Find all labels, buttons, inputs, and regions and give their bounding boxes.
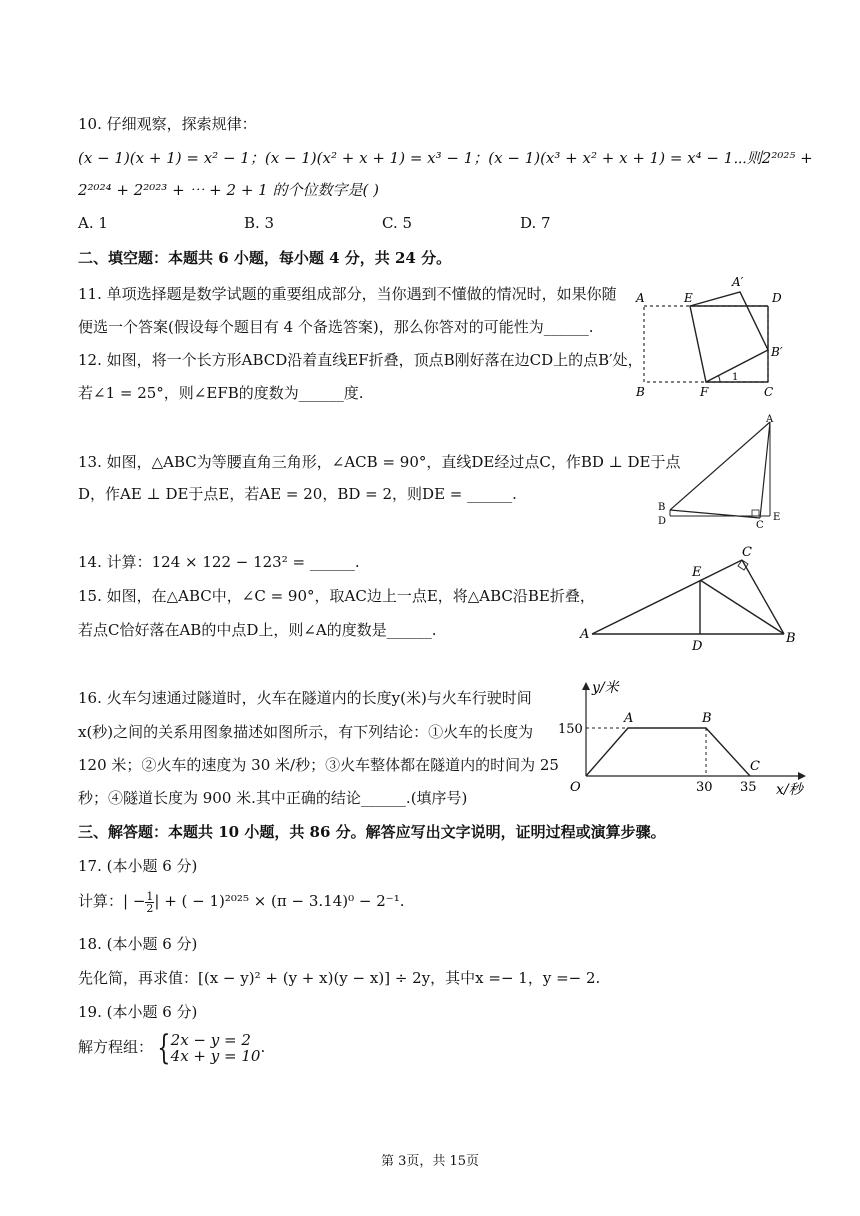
q19-prefix: 解方程组：	[78, 1038, 154, 1056]
fig15-label-c: C	[742, 545, 752, 560]
fig13-label-b: B	[658, 502, 666, 513]
fig16-x-tick-30: 30	[696, 780, 713, 795]
q17-frac-num: 1	[146, 889, 154, 903]
fig12-angle-label: 1	[732, 372, 739, 383]
q12-line2: 若∠1 = 25°，则∠EFB的度数为______度.	[78, 384, 364, 402]
fig16-x-tick-35: 35	[740, 780, 757, 795]
q19-brace: {	[157, 1028, 171, 1068]
q13-line2: D，作AE ⊥ DE于点E，若AE = 20，BD = 2，则DE = ______.	[78, 485, 517, 503]
fig15-label-b: B	[786, 631, 796, 646]
fig12-label-b: B	[636, 385, 645, 399]
q17-frac-den: 2	[146, 901, 154, 915]
q19-eq2: 4x + y = 10	[170, 1047, 261, 1065]
page-footer: 第 3页，共 15页	[380, 1154, 480, 1169]
fig16-origin: O	[570, 780, 581, 795]
fig13-label-d: D	[658, 516, 667, 527]
q16-line4: 秒；④隧道长度为 900 米.其中正确的结论______.(填序号)	[78, 789, 468, 807]
fig13-label-c: C	[756, 520, 764, 531]
q17-prefix: 计算：| −	[78, 892, 146, 910]
section2-heading: 二、填空题：本题共 6 小题，每小题 4 分，共 24 分。	[78, 249, 452, 267]
q18-line1: 先化简，再求值：[(x − y)² + (y + x)(y − x)] ÷ 2y，其中x =− 1，y =− 2.	[78, 969, 601, 987]
q10-option-b: B. 3	[244, 214, 275, 232]
q11-line2: 便选一个答案(假设每个题目有 4 个备选答案)，那么你答对的可能性为______.	[78, 318, 594, 336]
fig13-label-e: E	[773, 512, 781, 523]
q19-system	[78, 1028, 266, 1068]
fig12-label-c: C	[764, 385, 774, 399]
q10-option-a: A. 1	[78, 214, 108, 232]
q17-title: 17. (本小题 6 分)	[78, 857, 198, 875]
figure-13-right-triangle	[652, 412, 782, 532]
q10-line1: (x − 1)(x + 1) = x² − 1；(x − 1)(x² + x + 1) = x³ − 1；(x − 1)(x³ + x² + x + 1) = x⁴ − 1⋯则2²⁰²⁵ +	[78, 149, 813, 167]
q17-rest: | + ( − 1)²⁰²⁵ × (π − 3.14)⁰ − 2⁻¹.	[154, 892, 405, 910]
q13-line1: 13. 如图，△ABC为等腰直角三角形，∠ACB = 90°，直线DE经过点C，作BD ⊥ DE于点	[78, 453, 681, 471]
q10-title: 10. 仔细观察，探索规律：	[78, 115, 257, 133]
q14-line1: 14. 计算：124 × 122 − 123² = ______.	[78, 553, 360, 571]
q12-line1: 12. 如图，将一个长方形ABCD沿着直线EF折叠，顶点B刚好落在边CD上的点B′处，	[78, 351, 643, 369]
fig15-label-e: E	[692, 565, 702, 580]
fig13-label-a: A	[766, 414, 774, 425]
q18-title: 18. (本小题 6 分)	[78, 935, 198, 953]
fig15-label-d: D	[692, 639, 703, 654]
q10-option-d: D. 7	[520, 214, 551, 232]
fig12-label-d: D	[772, 291, 782, 305]
fig12-label-b-prime: B′	[771, 345, 783, 359]
q11-line1: 11. 单项选择题是数学试题的重要组成部分，当你遇到不懂做的情况时，如果你随	[78, 285, 617, 303]
fig16-point-b: B	[702, 711, 712, 726]
q19-eq1: 2x − y = 2	[170, 1031, 251, 1049]
q10-line2: 2²⁰²⁴ + 2²⁰²³ + ⋯ + 2 + 1 的个位数字是( )	[78, 181, 379, 199]
fig16-x-axis-label: x/秒	[776, 782, 803, 798]
q16-line3: 120 米；②火车的速度为 30 米/秒；③火车整体都在隧道内的时间为 25	[78, 756, 559, 774]
q10-option-c: C. 5	[382, 214, 413, 232]
fig16-y-axis-label: y/米	[592, 680, 619, 696]
q19-suffix: .	[260, 1038, 266, 1056]
fig12-label-a: A	[636, 291, 645, 305]
q16-line1: 16. 火车匀速通过隧道时，火车在隧道内的长度y(米)与火车行驶时间	[78, 689, 532, 707]
fig12-label-f: F	[700, 385, 709, 399]
section3-heading: 三、解答题：本题共 10 小题，共 86 分。解答应写出文字说明，证明过程或演算步骤。	[78, 823, 666, 841]
figure-15-folded-triangle	[578, 542, 800, 654]
q15-line1: 15. 如图，在△ABC中，∠C = 90°，取AC边上一点E，将△ABC沿BE折叠，	[78, 587, 595, 605]
fig12-label-e: E	[684, 291, 693, 305]
fig15-label-a: A	[580, 627, 590, 642]
fig16-point-a: A	[624, 711, 634, 726]
figure-12-folded-rectangle	[628, 272, 788, 402]
figure-16-train-graph	[556, 672, 816, 802]
fig12-label-a-prime: A′	[732, 275, 744, 289]
q19-equations	[171, 1032, 261, 1064]
fig16-point-c: C	[750, 759, 760, 774]
q15-line2: 若点C恰好落在AB的中点D上，则∠A的度数是______.	[78, 621, 437, 639]
q19-title: 19. (本小题 6 分)	[78, 1003, 198, 1021]
q17-expression	[78, 888, 404, 914]
q16-line2: x(秒)之间的关系用图象描述如图所示，有下列结论：①火车的长度为	[78, 723, 534, 741]
fig16-y-tick-150: 150	[558, 722, 583, 737]
